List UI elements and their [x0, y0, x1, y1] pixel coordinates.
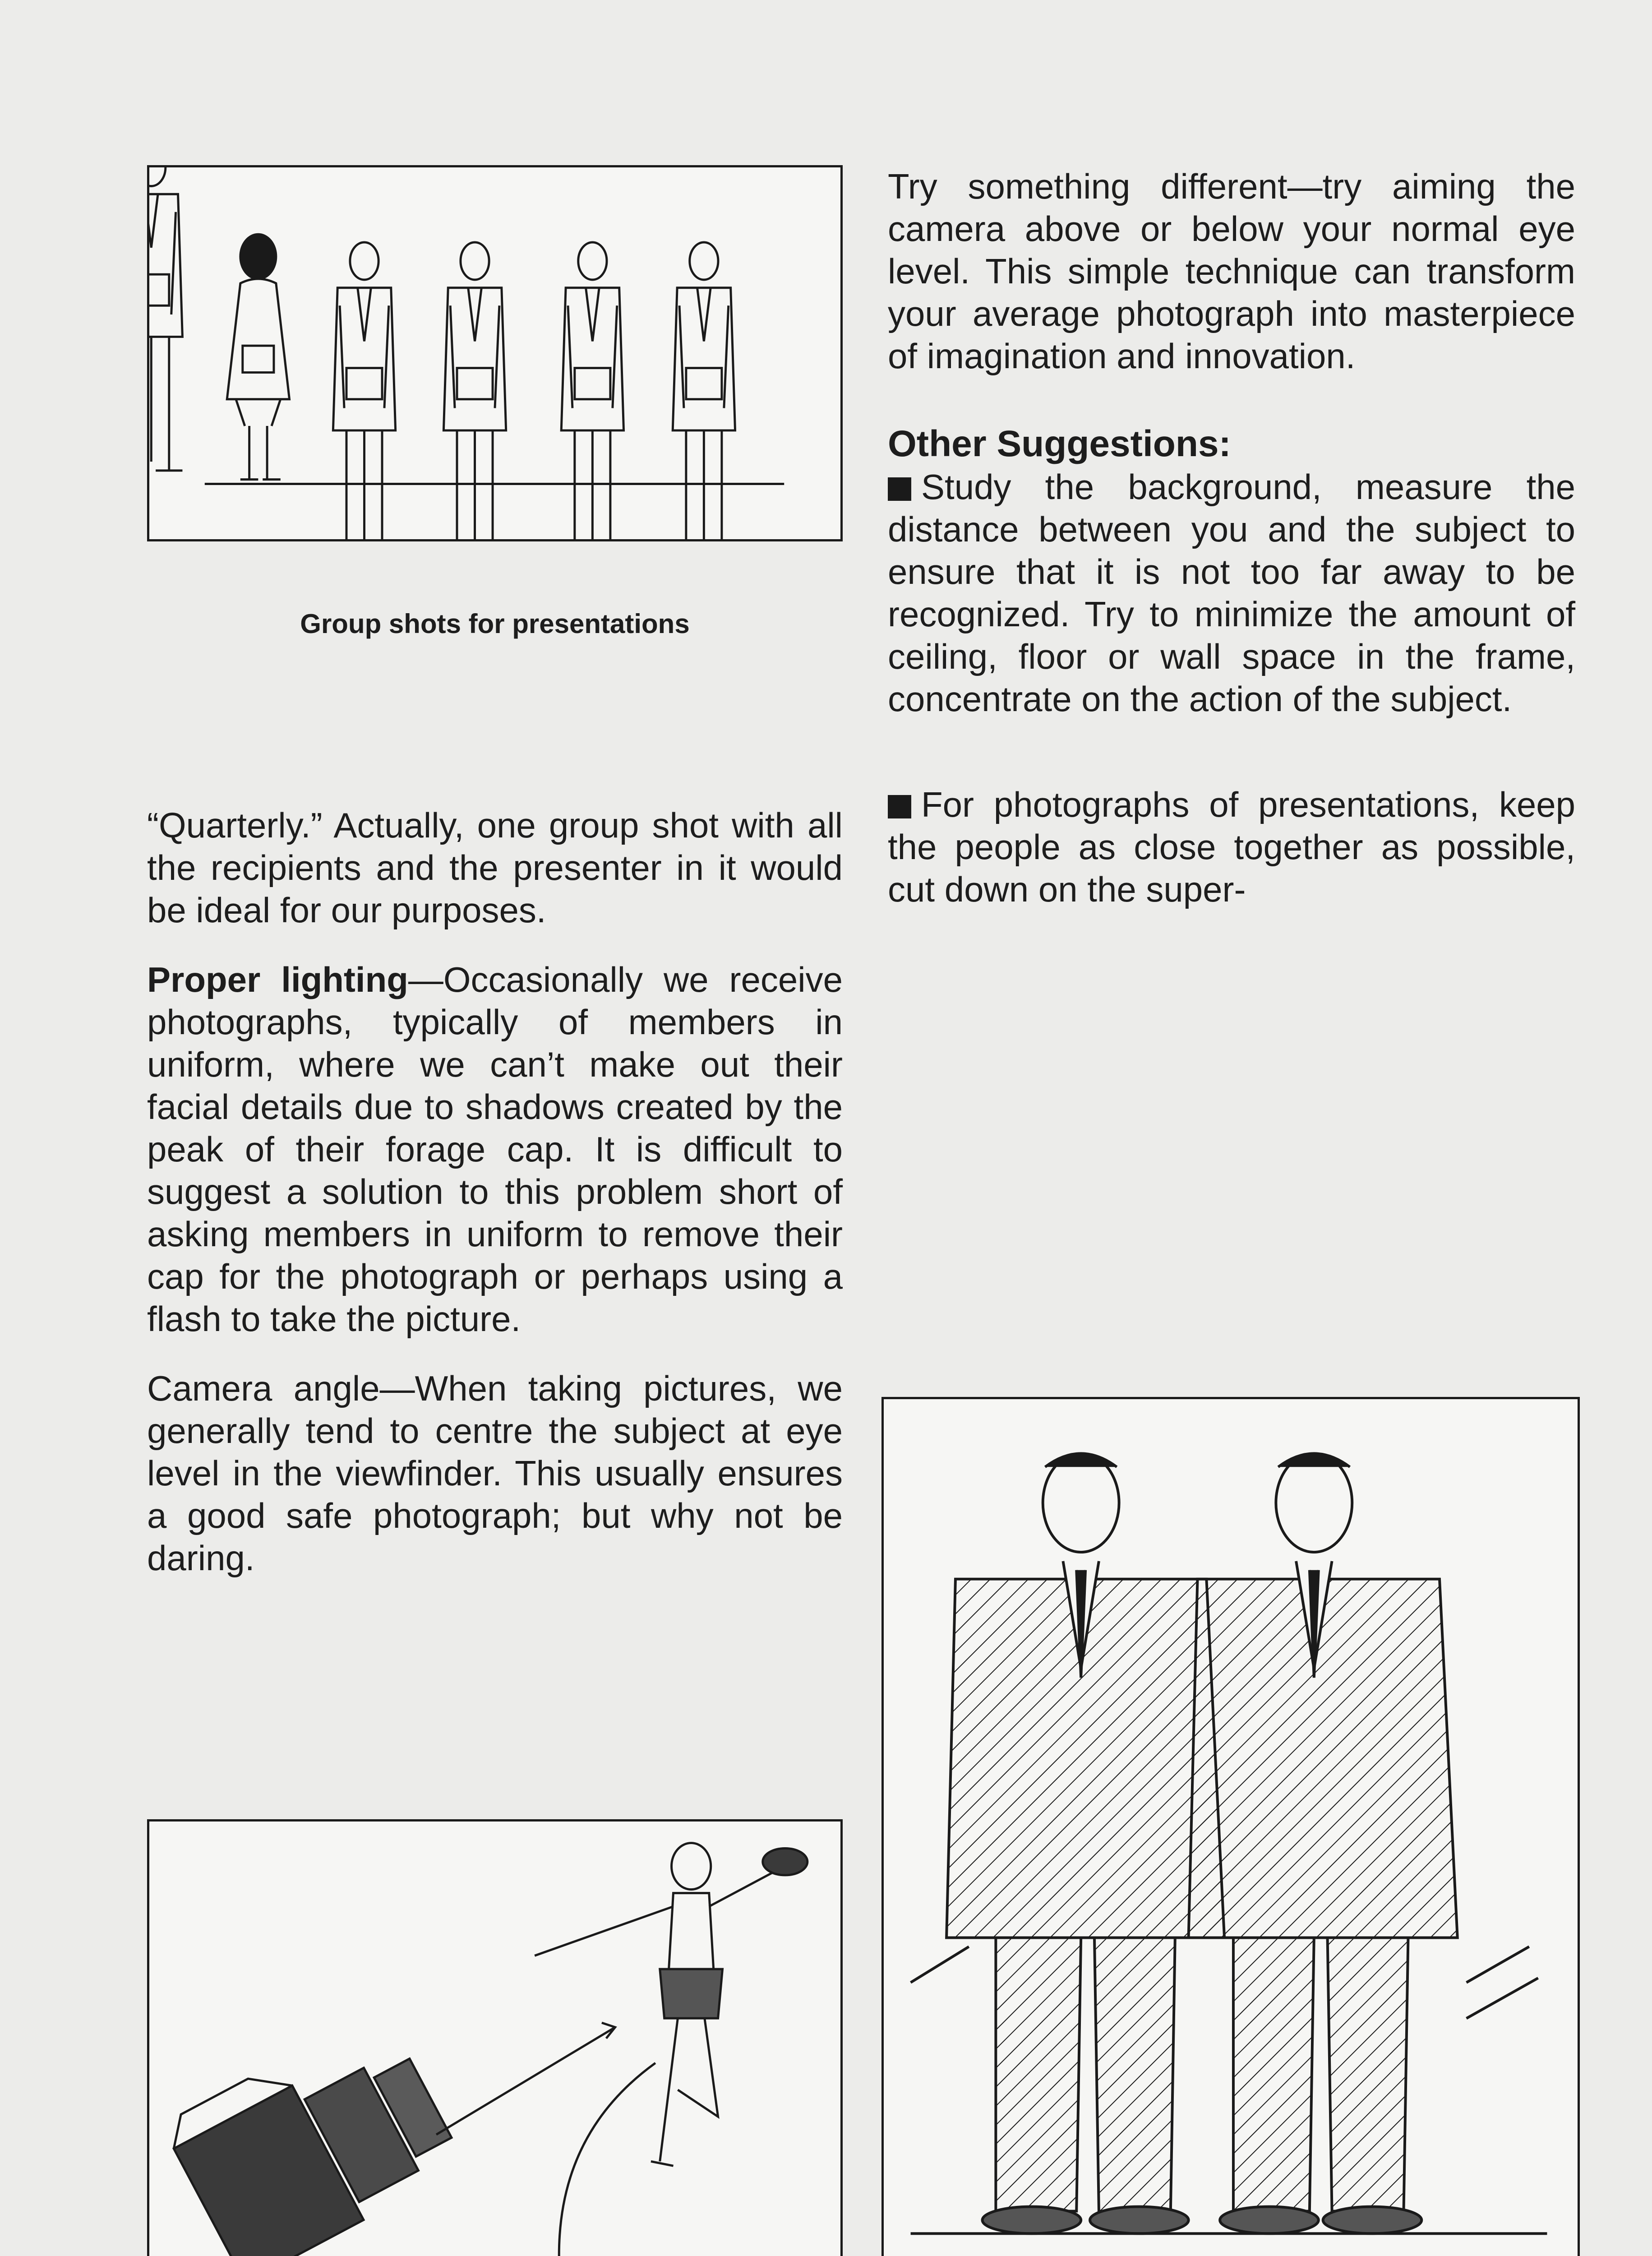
group-shot-figure — [147, 165, 843, 541]
proper-lighting-body: —Occasionally we receive photographs, typically of members in uniform, where we can’t make out their facial details due to shadows created by the peak of their forage cap. It is difficult to suggest a solution to this problem short of asking members in uniform to remove their cap for the photograph or perhaps using a flash to take the picture. — [147, 960, 843, 1339]
suggestion-background — [888, 466, 1575, 720]
suggestion-presentations-text: For photographs of presentations, keep the people as close together as possible, cut down on the super- — [888, 785, 1575, 909]
paragraph-camera-angle: Camera angle—When taking pictures, we generally tend to centre the subject at eye level in the viewfinder. This usually ensures a good safe photograph; but why not be daring. — [147, 1368, 843, 1578]
camera-angle-sketch-icon — [149, 1821, 840, 2256]
square-bullet-icon — [888, 795, 911, 818]
run-in-proper-lighting: Proper lighting — [147, 960, 408, 999]
group-shot-sketch-icon — [149, 167, 840, 539]
presentation-figure — [881, 1397, 1580, 2256]
group-shot-caption: Group shots for presentations — [300, 609, 690, 639]
left-text-column — [147, 804, 843, 1606]
right-text-column — [888, 165, 1575, 938]
camera-angle-figure — [147, 1819, 843, 2256]
paragraph-quarterly: “Quarterly.” Actually, one group shot with all the recipients and the presenter in it would be ideal for our purposes. — [147, 805, 843, 930]
paragraph-proper-lighting — [147, 958, 843, 1340]
square-bullet-icon — [888, 477, 911, 501]
other-suggestions-heading: Other Suggestions: — [888, 423, 1231, 464]
paragraph-try-something: Try something different—try aiming the camera above or below your normal eye level. This simple technique can transform your average photograph into masterpiece of imagination and innovation. — [888, 166, 1575, 376]
presentation-sketch-icon — [884, 1399, 1578, 2256]
suggestion-presentations — [888, 783, 1575, 911]
suggestion-background-text: Study the background, measure the distance between you and the subject to ensure that it is not too far away to be recognized. Try to minimize the amount of ceiling, floor or wall space in the frame, concentrate on the action of the subject. — [888, 467, 1575, 719]
